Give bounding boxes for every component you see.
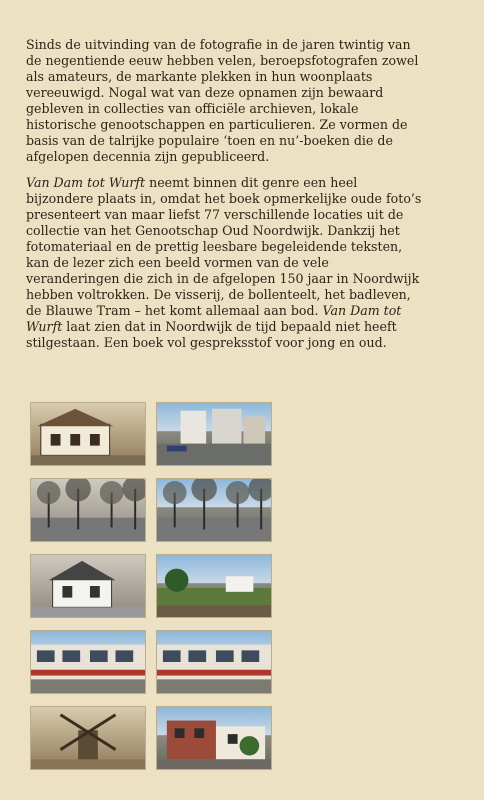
photo-new-corner-building xyxy=(156,706,272,770)
photo-old-square-trees xyxy=(30,478,146,542)
paragraph-2 xyxy=(26,175,426,351)
photo-old-villa xyxy=(30,402,146,466)
paragraph-text: neemt binnen dit genre een heel bijzondere plaats in, omdat het boek opmerkelijke oude foto’s presenteert van maar liefst 77 verschillende locaties uit de collectie van het Genootschap Oud Noordwijk. Dankzij het fotomateriaal en de prettig leesbare begeleidende teksten, kan de lezer zich een beeld vormen van de vele veranderingen die zich in de afgelopen 150 jaar in Noordwijk hebben voltrokken. De visserij, de bollenteelt, het badleven, de Blauwe Tram – het komt allemaal aan bod. xyxy=(26,175,422,318)
photo-new-square-trees xyxy=(156,478,272,542)
photo-new-apartments xyxy=(156,402,272,466)
photo-old-shopping-street xyxy=(30,630,146,694)
book-title: Van Dam tot Wurft xyxy=(26,303,402,334)
paragraph-1 xyxy=(26,37,426,165)
photo-new-garden xyxy=(156,554,272,618)
paragraph-text: Sinds de uitvinding van de fotografie in de jaren twintig van de negentiende eeuw hebben velen, beroepsfotografen zowel als amateurs, de markante plekken in hun woonplaats vereeuwigd. Nogal wat van deze opnamen zijn bewaard gebleven in collecties van officiële archieven, lokale historische genootschappen en particulieren. Ze vormen de basis van de talrijke populaire ‘toen en nu’-boeken die de afgelopen decennia zijn gepubliceerd. xyxy=(26,37,419,164)
paragraph-text: laat zien dat in Noordwijk de tijd bepaald niet heeft stilgestaan. Een boek vol gespreksstof voor jong en oud. xyxy=(26,319,397,350)
photo-grid xyxy=(30,402,272,770)
book-description xyxy=(26,37,426,361)
photo-old-windmill xyxy=(30,706,146,770)
photo-new-shopping-street xyxy=(156,630,272,694)
book-title: Van Dam tot Wurft xyxy=(26,175,146,190)
photo-old-house xyxy=(30,554,146,618)
